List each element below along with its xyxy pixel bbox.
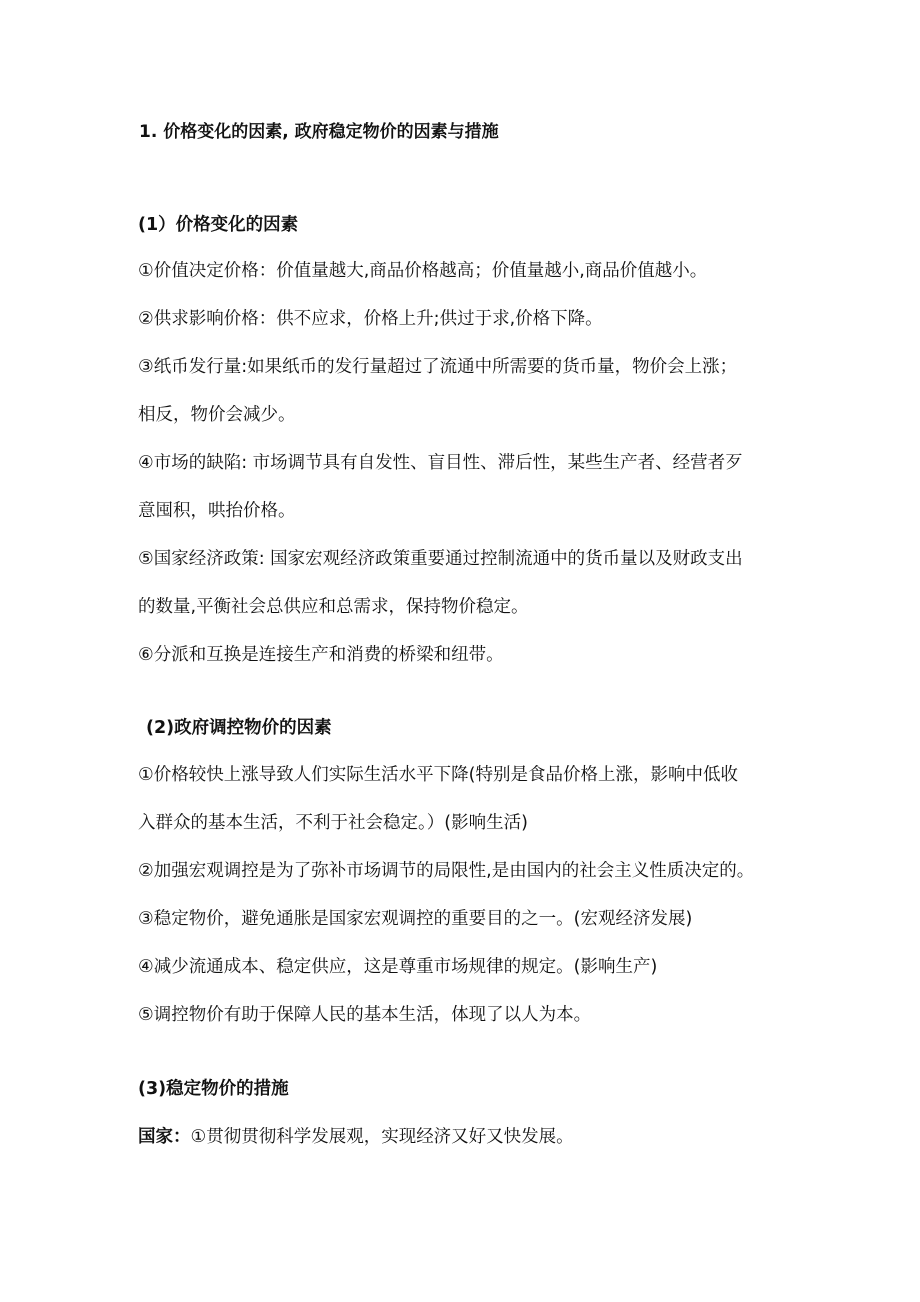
paragraph-line: ③稳定物价，避免通胀是国家宏观调控的重要目的之一。(宏观经济发展) [138, 909, 693, 929]
paragraph-line: ③纸币发行量:如果纸币的发行量超过了流通中所需要的货币量，物价会上涨； [138, 357, 738, 377]
measure-text: ①贯彻贯彻科学发展观，实现经济又好又快发展。 [190, 1127, 574, 1147]
paragraph-line: ⑥分派和互换是连接生产和消费的桥梁和纽带。 [138, 645, 504, 665]
paragraph-line: ⑤调控物价有助于保障人民的基本生活，体现了以人为本。 [138, 1005, 592, 1025]
paragraph-line: ①价值决定价格：价值量越大,商品价格越高；价值量越小,商品价值越小。 [138, 261, 708, 281]
paragraph-line: ①价格较快上涨导致人们实际生活水平下降(特别是食品价格上涨，影响中低收 [138, 765, 739, 785]
paragraph-line: ②加强宏观调控是为了弥补市场调节的局限性,是由国内的社会主义性质决定的。 [138, 861, 755, 881]
paragraph-line: 的数量,平衡社会总供应和总需求，保持物价稳定。 [138, 597, 529, 617]
paragraph-line: 入群众的基本生活，不利于社会稳定。）(影响生活) [138, 813, 528, 833]
paragraph-line: 相反，物价会减少。 [138, 405, 296, 425]
paragraph-line: 意囤积，哄抬价格。 [138, 501, 296, 521]
paragraph-line: ④减少流通成本、稳定供应，这是尊重市场规律的规定。(影响生产) [138, 957, 658, 977]
section-heading-1: (1）价格变化的因素 [138, 215, 299, 235]
measure-line [138, 1125, 574, 1149]
measure-label: 国家： [138, 1127, 191, 1147]
section-heading-2: (2)政府调控物价的因素 [146, 718, 332, 738]
paragraph-line: ②供求影响价格：供不应求，价格上升;供过于求,价格下降。 [138, 309, 603, 329]
paragraph-line: ④市场的缺陷: 市场调节具有自发性、盲目性、滞后性，某些生产者、经营者歹 [138, 453, 743, 473]
section-heading-3: (3)稳定物价的措施 [138, 1079, 289, 1099]
document-title: 1. 价格变化的因素, 政府稳定物价的因素与措施 [139, 122, 499, 142]
paragraph-line: ⑤国家经济政策: 国家宏观经济政策重要通过控制流通中的货币量以及财政支出 [138, 549, 743, 569]
